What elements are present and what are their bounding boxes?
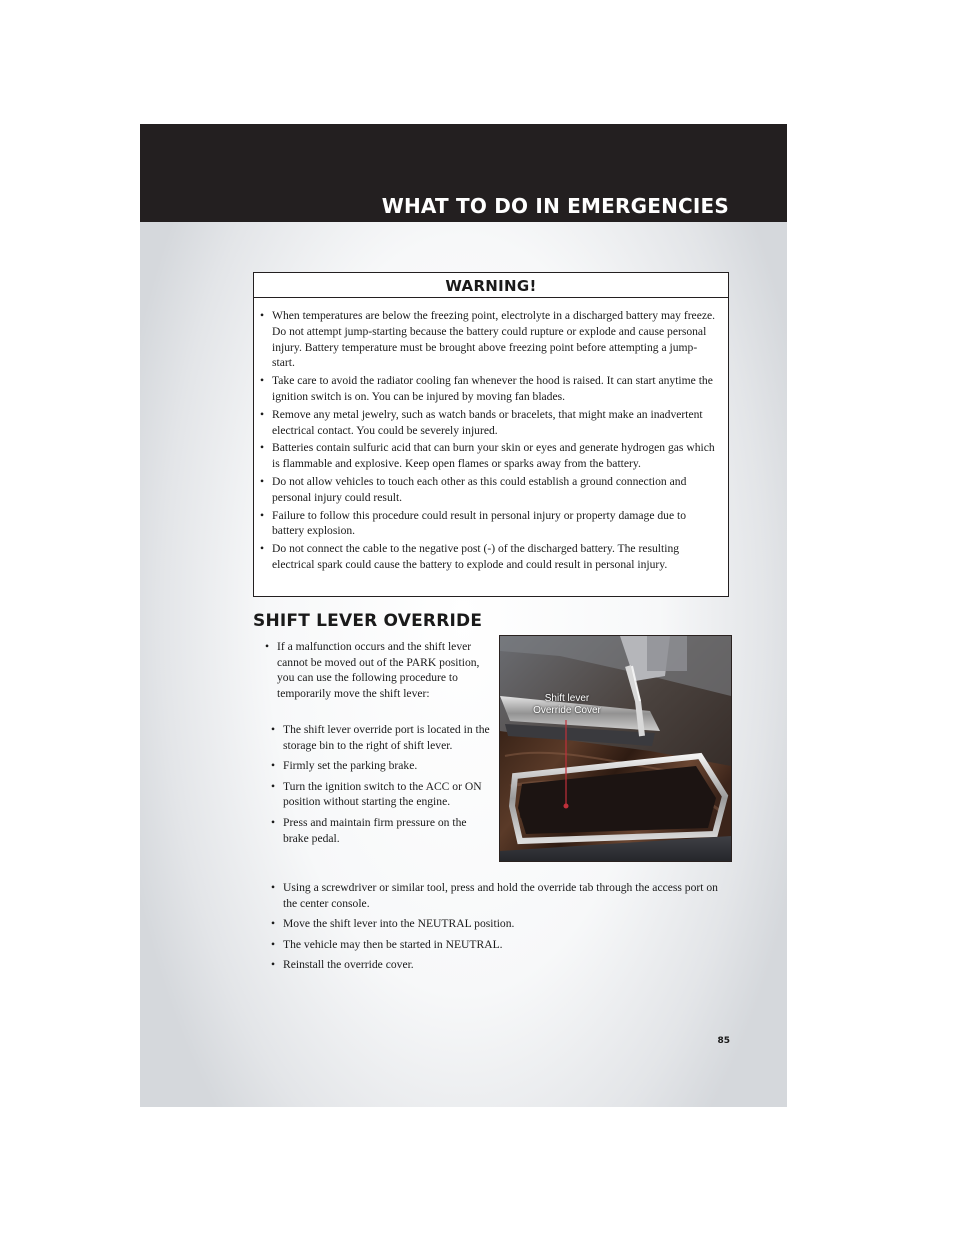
warning-item: • Remove any metal jewelry, such as watch bands or bracelets, that might make an inadvertent electrical contact. You could be severely injured.: [259, 407, 718, 439]
page-title: WHAT TO DO IN EMERGENCIES: [381, 194, 729, 218]
warning-item: • Take care to avoid the radiator cooling fan whenever the hood is raised. It can start anytime the ignition switch is on. You can be injured by moving fan blades.: [259, 373, 718, 405]
step-item: • Move the shift lever into the NEUTRAL position.: [270, 916, 725, 932]
steps-list-upper: [270, 722, 492, 851]
page-number: 85: [717, 1036, 730, 1046]
warning-title: WARNING!: [254, 273, 728, 298]
warning-box: [253, 272, 729, 597]
warning-list: [259, 308, 718, 573]
warning-item: • Do not allow vehicles to touch each other as this could establish a ground connection and personal injury could result.: [259, 474, 718, 506]
step-item: • The shift lever override port is located in the storage bin to the right of shift lever.: [270, 722, 492, 753]
console-illustration: [500, 636, 731, 861]
intro-list: [264, 639, 489, 701]
step-item: • Turn the ignition switch to the ACC or ON position without starting the engine.: [270, 779, 492, 810]
step-item: • Press and maintain firm pressure on the brake pedal.: [270, 815, 492, 846]
step-item: • Firmly set the parking brake.: [270, 758, 492, 774]
step-item: • Using a screwdriver or similar tool, press and hold the override tab through the access port on the center console.: [270, 880, 725, 911]
intro-item: • If a malfunction occurs and the shift lever cannot be moved out of the PARK position, you can use the following procedure to temporarily move the shift lever:: [264, 639, 489, 701]
warning-item: • When temperatures are below the freezing point, electrolyte in a discharged battery may freeze. Do not attempt jump-starting because the battery could rupture or explode and cause personal injury. Battery temperature must be brought above freezing point before attempting a jump-start.: [259, 308, 718, 371]
warning-item: • Failure to follow this procedure could result in personal injury or property damage due to battery explosion.: [259, 508, 718, 540]
warning-item: • Batteries contain sulfuric acid that can burn your skin or eyes and generate hydrogen gas which is flammable and explosive. Keep open flames or sparks away from the battery.: [259, 440, 718, 472]
photo-label-line2: Override Cover: [533, 705, 601, 716]
photo-callout-label: [522, 693, 612, 717]
shift-lever-photo: [499, 635, 732, 862]
section-title: SHIFT LEVER OVERRIDE: [253, 611, 483, 631]
warning-item: • Do not connect the cable to the negative post (-) of the discharged battery. The resulting electrical spark could cause the battery to explode and could result in personal injury.: [259, 541, 718, 573]
photo-label-line1: Shift lever: [544, 693, 590, 704]
steps-list-lower: [270, 880, 725, 978]
manual-page: [140, 124, 787, 1107]
step-item: • The vehicle may then be started in NEUTRAL.: [270, 937, 725, 953]
page-header: [140, 124, 787, 222]
step-item: • Reinstall the override cover.: [270, 957, 725, 973]
